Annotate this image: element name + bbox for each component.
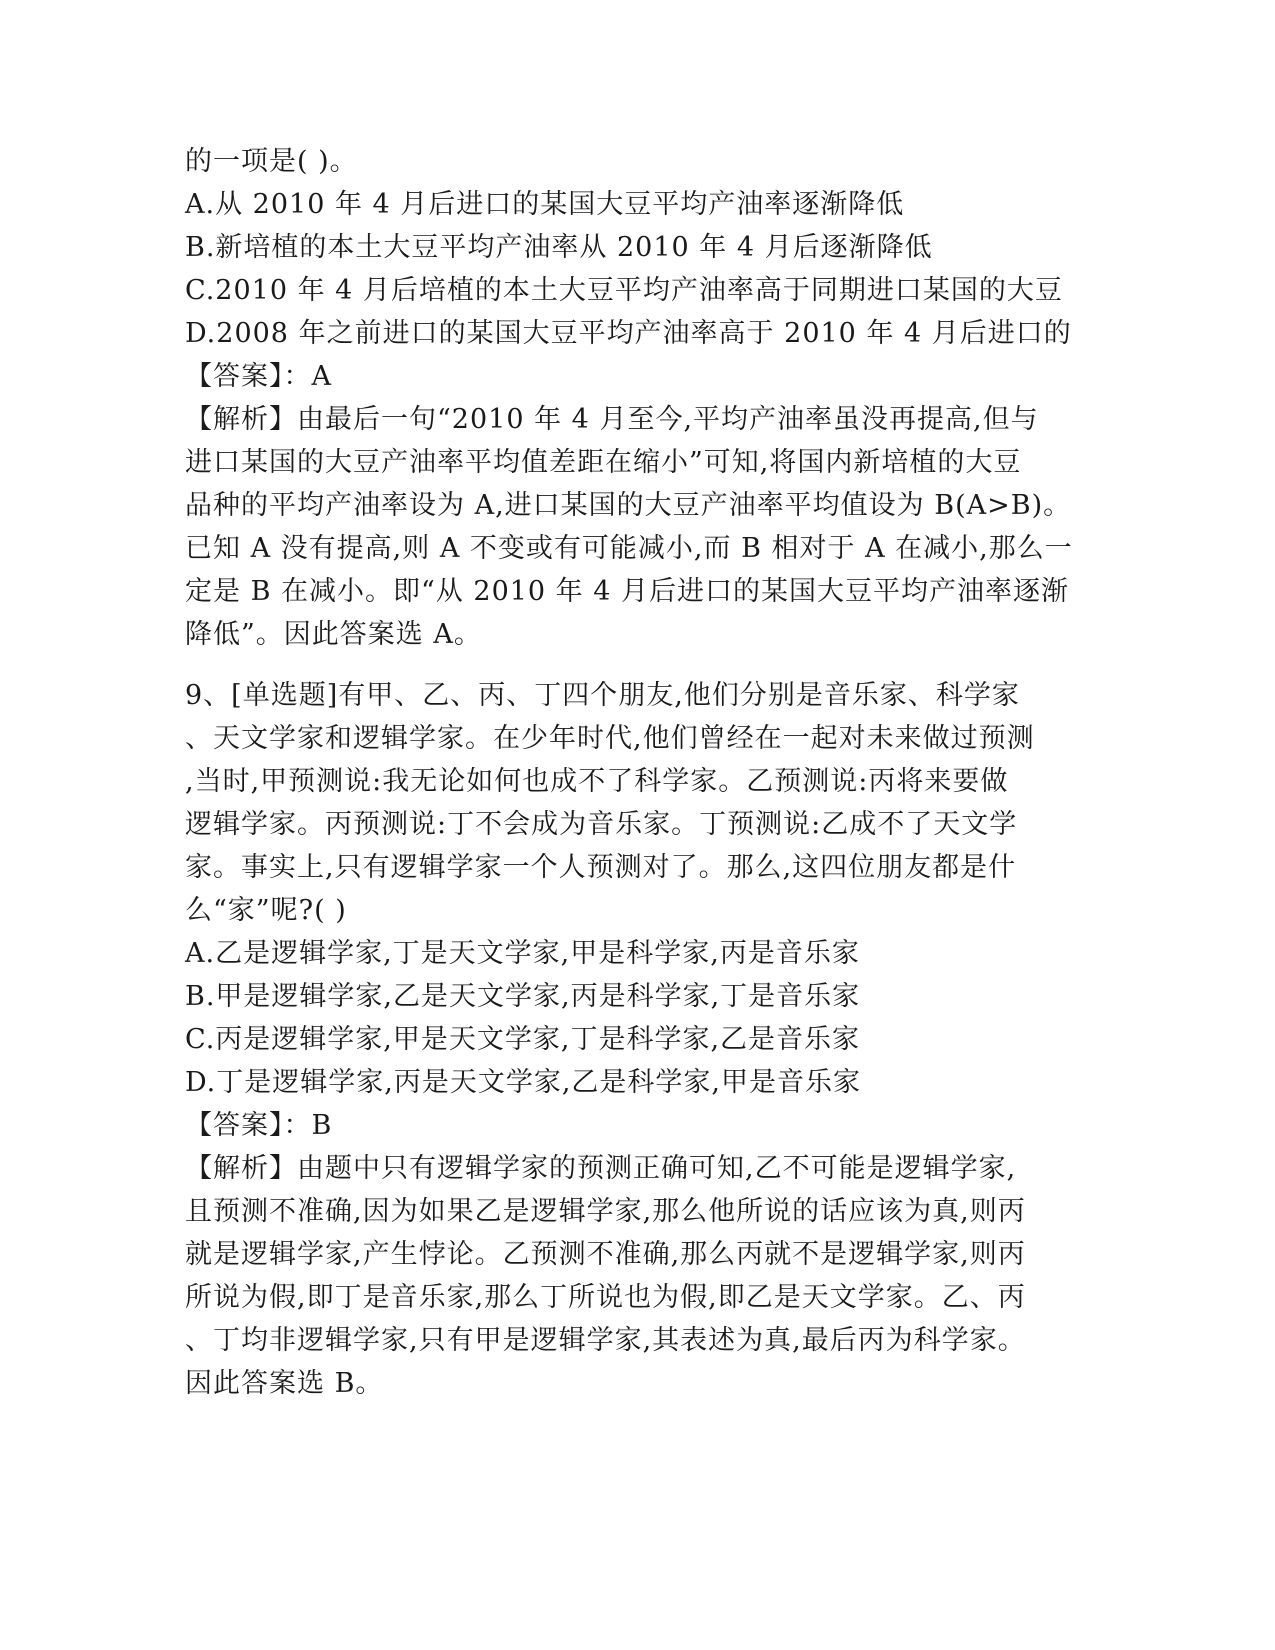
document-page (185, 140, 1085, 1405)
question-stem-line: ,当时,甲预测说:我无论如何也成不了科学家。乙预测说:丙将来要做 (185, 766, 1009, 797)
question-stem-line: 么“家”呢?( ) (185, 895, 347, 926)
analysis-line: 因此答案选 B。 (185, 1368, 384, 1399)
answer-label: 【答案】：A (185, 361, 332, 392)
question-stem-line: 家。事实上,只有逻辑学家一个人预测对了。那么,这四位朋友都是什 (185, 852, 1017, 883)
answer-label: 【答案】：B (185, 1110, 333, 1141)
question-stem-line: 、天文学家和逻辑学家。在少年时代,他们曾经在一起对未来做过预测 (185, 723, 1035, 754)
option-c: C.丙是逻辑学家,甲是天文学家,丁是科学家,乙是音乐家 (185, 1024, 861, 1055)
analysis-line: 进口某国的大豆产油率平均值差距在缩小”可知,将国内新培植的大豆 (185, 447, 1022, 478)
question-stem-line: 9、[单选题]有甲、乙、丙、丁四个朋友,他们分别是音乐家、科学家 (185, 680, 1020, 711)
analysis-line: 降低”。因此答案选 A。 (185, 619, 482, 650)
option-a: A.从 2010 年 4 月后进口的某国大豆平均产油率逐渐降低 (185, 189, 905, 220)
question-stem-tail: 的一项是( )。 (185, 146, 358, 177)
analysis-line: 品种的平均产油率设为 A,进口某国的大豆产油率平均值设为 B(A>B)。 (185, 490, 1072, 521)
option-b: B.甲是逻辑学家,乙是天文学家,丙是科学家,丁是音乐家 (185, 981, 861, 1012)
analysis-line: 【解析】由最后一句“2010 年 4 月至今,平均产油率虽没再提高,但与 (185, 404, 1039, 435)
question-stem-line: 逻辑学家。丙预测说:丁不会成为音乐家。丁预测说:乙成不了天文学 (185, 809, 1018, 840)
option-b: B.新培植的本土大豆平均产油率从 2010 年 4 月后逐渐降低 (185, 232, 933, 263)
analysis-line: 已知 A 没有提高,则 A 不变或有可能减小,而 B 相对于 A 在减小,那么一 (185, 533, 1073, 564)
analysis-line: 所说为假,即丁是音乐家,那么丁所说也为假,即乙是天文学家。乙、丙 (185, 1282, 1026, 1313)
analysis-line: 且预测不准确,因为如果乙是逻辑学家,那么他所说的话应该为真,则丙 (185, 1196, 1026, 1227)
option-d: D.丁是逻辑学家,丙是天文学家,乙是科学家,甲是音乐家 (185, 1067, 862, 1098)
analysis-line: 、丁均非逻辑学家,只有甲是逻辑学家,其表述为真,最后丙为科学家。 (185, 1325, 1026, 1356)
option-c: C.2010 年 4 月后培植的本土大豆平均产油率高于同期进口某国的大豆 (185, 275, 1063, 306)
analysis-line: 定是 B 在减小。即“从 2010 年 4 月后进口的某国大豆平均产油率逐渐 (185, 576, 1070, 607)
option-a: A.乙是逻辑学家,丁是天文学家,甲是科学家,丙是音乐家 (185, 938, 860, 969)
option-d: D.2008 年之前进口的某国大豆平均产油率高于 2010 年 4 月后进口的 (185, 318, 1072, 349)
analysis-line: 【解析】由题中只有逻辑学家的预测正确可知,乙不可能是逻辑学家, (185, 1153, 1017, 1184)
analysis-line: 就是逻辑学家,产生悖论。乙预测不准确,那么丙就不是逻辑学家,则丙 (185, 1239, 1026, 1270)
